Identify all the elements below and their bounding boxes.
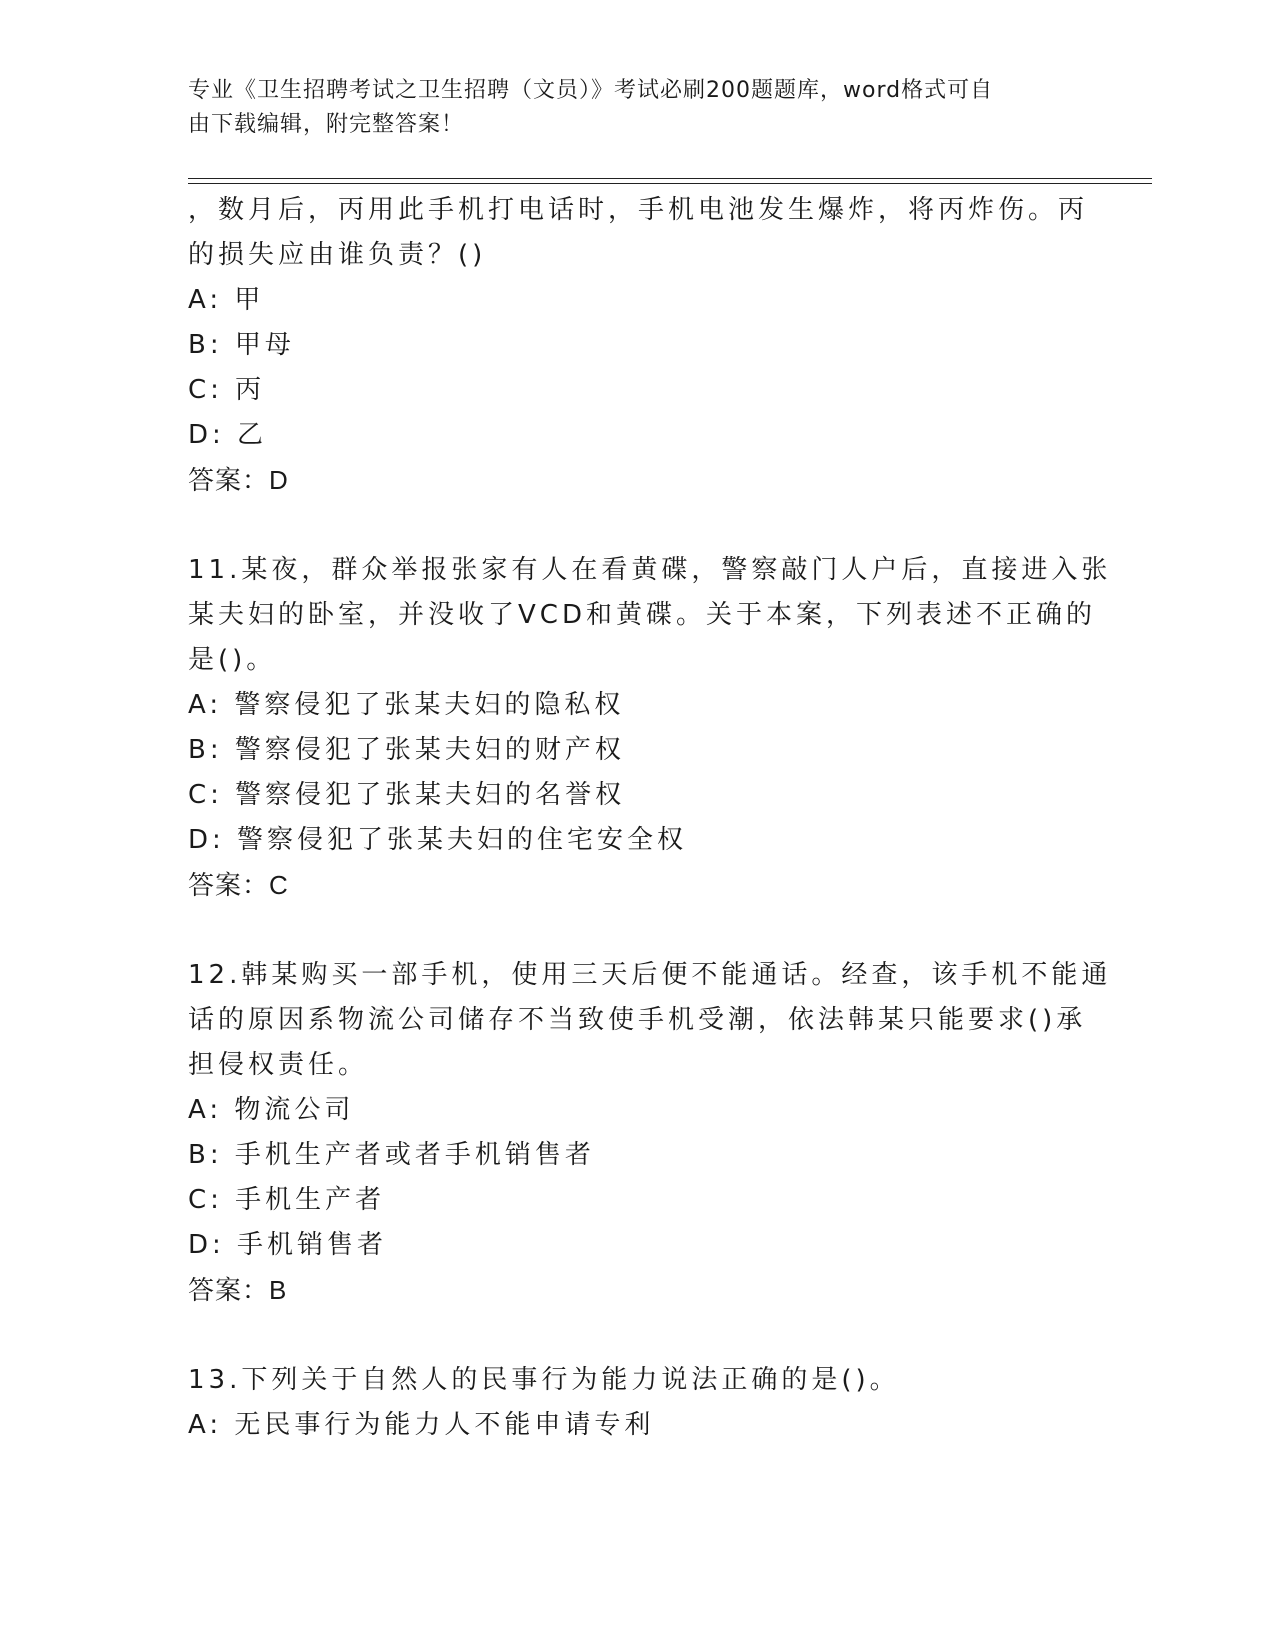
option-d: D: 手机销售者 xyxy=(188,1230,388,1260)
option-a: A: 甲 xyxy=(188,285,265,315)
spacer xyxy=(188,908,1088,953)
option-b: B: 甲母 xyxy=(188,330,295,360)
question-stem-line: 12.韩某购买一部手机，使用三天后便不能通话。经查，该手机不能通 xyxy=(188,960,1112,990)
option-a: A: 警察侵犯了张某夫妇的隐私权 xyxy=(188,690,625,720)
option-a: A: 物流公司 xyxy=(188,1095,355,1125)
question-13 xyxy=(188,1358,1088,1448)
spacer xyxy=(188,503,1088,548)
header-divider-bottom xyxy=(188,183,1152,184)
question-12 xyxy=(188,953,1112,1313)
option-c: C: 警察侵犯了张某夫妇的名誉权 xyxy=(188,780,626,810)
header-line-1: 专业《卫生招聘考试之卫生招聘（文员）》考试必刷200题题库，word格式可自 xyxy=(188,78,994,103)
question-10 xyxy=(188,188,1088,503)
question-stem-line: 13.下列关于自然人的民事行为能力说法正确的是()。 xyxy=(188,1365,900,1395)
option-a: A: 无民事行为能力人不能申请专利 xyxy=(188,1410,655,1440)
answer-line: 答案：C xyxy=(188,870,289,900)
option-d: D: 乙 xyxy=(188,420,268,450)
header-line-2: 由下载编辑，附完整答案！ xyxy=(188,112,465,137)
option-d: D: 警察侵犯了张某夫妇的住宅安全权 xyxy=(188,825,688,855)
answer-line: 答案：B xyxy=(188,1275,288,1305)
question-stem-line: 的损失应由谁负责？() xyxy=(188,240,487,270)
question-stem-line: 担侵权责任。 xyxy=(188,1050,369,1080)
question-list xyxy=(188,188,1112,1448)
header-divider-top xyxy=(188,178,1152,179)
option-c: C: 手机生产者 xyxy=(188,1185,386,1215)
question-stem-line: 话的原因系物流公司储存不当致使手机受潮，依法韩某只能要求()承 xyxy=(188,1005,1087,1035)
question-stem-line: ，数月后，丙用此手机打电话时，手机电池发生爆炸，将丙炸伤。丙 xyxy=(188,195,1089,225)
option-c: C: 丙 xyxy=(188,375,266,405)
document-header xyxy=(188,74,1068,142)
question-stem-line: 是()。 xyxy=(188,645,277,675)
answer-line: 答案：D xyxy=(188,465,289,495)
option-b: B: 手机生产者或者手机销售者 xyxy=(188,1140,595,1170)
spacer xyxy=(188,1313,1088,1358)
question-11 xyxy=(188,548,1112,908)
question-stem-line: 某夫妇的卧室，并没收了VCD和黄碟。关于本案，下列表述不正确的 xyxy=(188,600,1096,630)
question-stem-line: 11.某夜，群众举报张家有人在看黄碟，警察敲门人户后，直接进入张 xyxy=(188,555,1112,585)
option-b: B: 警察侵犯了张某夫妇的财产权 xyxy=(188,735,625,765)
